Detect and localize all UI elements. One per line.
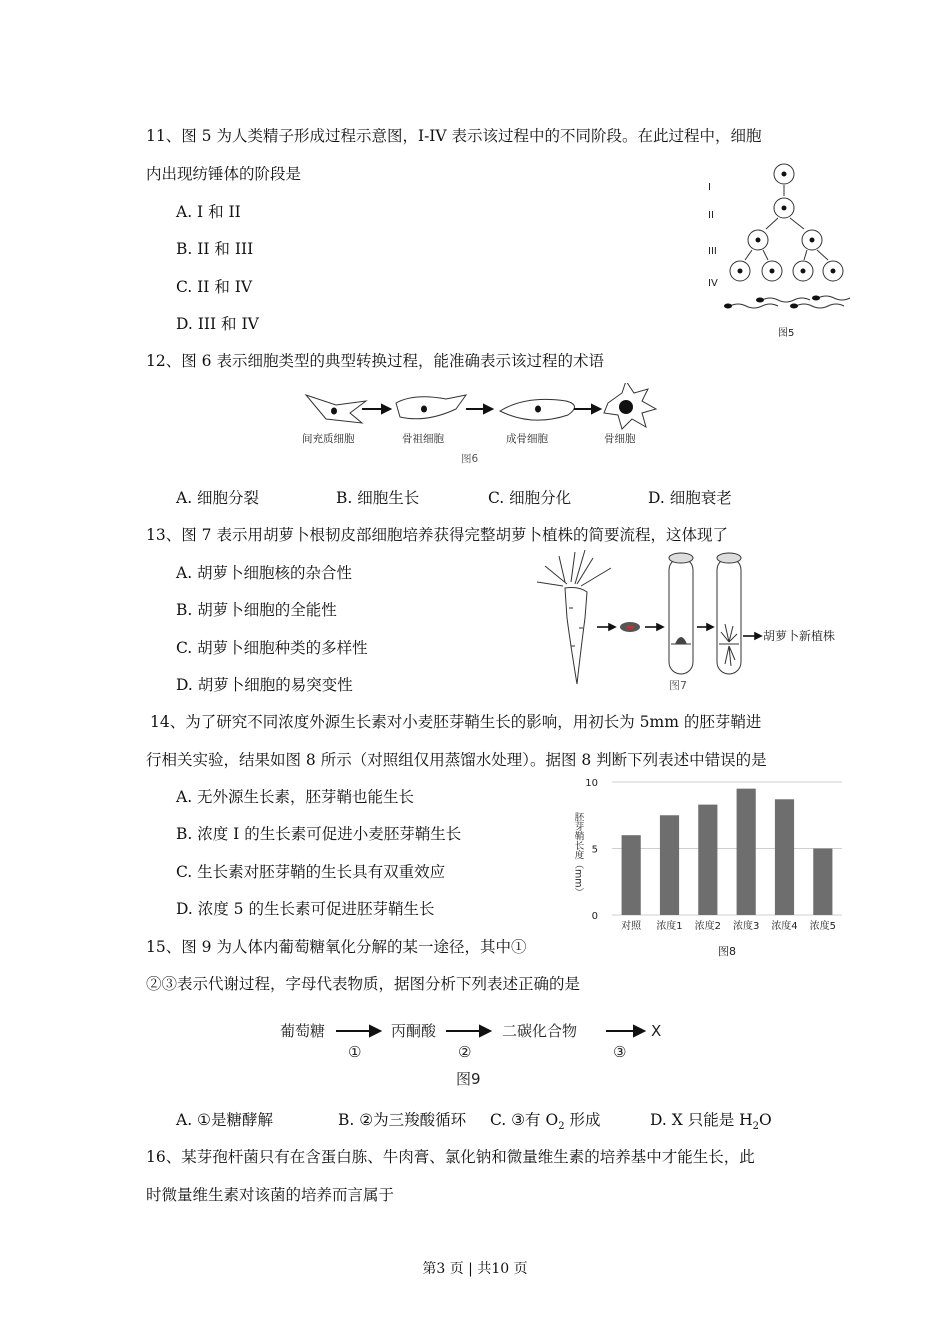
- figure-5-spermatogenesis: [700, 158, 860, 344]
- cell-label-osteoprogenitor: 骨祖细胞: [402, 433, 444, 445]
- node-pyruvate: 丙酮酸: [391, 1022, 437, 1040]
- figure-8-bar-chart: [568, 772, 850, 962]
- stage-label-3: III: [708, 246, 717, 257]
- q11-option-b: B. II 和 III: [176, 240, 254, 258]
- new-plant-label: 胡萝卜新植株: [763, 629, 836, 643]
- cell-label-mesenchymal: 间充质细胞: [302, 433, 355, 445]
- step-1: ①: [348, 1043, 362, 1061]
- q13-option-d: D. 胡萝卜细胞的易突变性: [176, 676, 353, 694]
- q12-option-a: A. 细胞分裂: [176, 489, 260, 507]
- chart-x-tick-label: 浓度4: [771, 921, 798, 932]
- chart-x-tick-label: 浓度5: [809, 921, 837, 932]
- chart-x-tick-label: 对照: [621, 921, 642, 932]
- q12-stem-line1: 12、图 6 表示细胞类型的典型转换过程，能准确表示该过程的术语: [146, 352, 604, 370]
- chart-x-tick-label: 浓度3: [732, 921, 760, 932]
- q15-option-b: B. ②为三羧酸循环: [338, 1111, 467, 1129]
- cell-label-osteoblast: 成骨细胞: [506, 433, 548, 445]
- q15-option-c: C. ③有 $O_2$ 形成: [490, 1111, 601, 1133]
- q14-stem-line2: 行相关实验，结果如图 8 所示（对照组仅用蒸馏水处理）。据图 8 判断下列表述中错误的是: [146, 751, 767, 769]
- chart-bar: [775, 799, 794, 915]
- chart-bar: [813, 849, 832, 916]
- chart-x-tick-label: 浓度2: [694, 921, 722, 932]
- stage-label-2: II: [708, 210, 714, 221]
- chart-y-axis-label: 胚芽鞘长度（mm）: [572, 812, 584, 898]
- q16-stem-line1: 16、某芽孢杆菌只有在含蛋白胨、牛肉膏、氯化钠和微量维生素的培养基中才能生长，此: [146, 1148, 755, 1166]
- q14-option-a: A. 无外源生长素，胚芽鞘也能生长: [176, 788, 415, 806]
- node-x: X: [651, 1022, 662, 1040]
- q16-stem-line2: 时微量维生素对该菌的培养而言属于: [146, 1186, 395, 1204]
- figure-7-caption: 图7: [669, 679, 687, 692]
- stage-label-1: I: [708, 182, 711, 193]
- q14-stem-line1: 14、为了研究不同浓度外源生长素对小麦胚芽鞘生长的影响，用初长为 5mm 的胚芽鞘进: [150, 713, 762, 731]
- chart-bar: [698, 805, 717, 915]
- chart-bar: [737, 789, 756, 915]
- chart-bar: [622, 835, 641, 915]
- cell-label-osteocyte: 骨细胞: [604, 433, 636, 445]
- chart-bar: [660, 815, 679, 915]
- q12-option-c: C. 细胞分化: [488, 489, 572, 507]
- figure-5-caption: 图5: [778, 328, 795, 339]
- chart-y-tick-label: 10: [585, 778, 598, 789]
- q15-option-d: D. X 只能是 $H_2O$: [650, 1111, 772, 1133]
- q14-option-d: D. 浓度 5 的生长素可促进胚芽鞘生长: [176, 900, 435, 918]
- q11-option-a: A. I 和 II: [176, 203, 241, 221]
- q11-stem-line2: 内出现纺锤体的阶段是: [146, 165, 302, 183]
- step-3: ③: [613, 1043, 627, 1061]
- node-glucose: 葡萄糖: [280, 1022, 326, 1040]
- figure-7-carrot-culture: [535, 548, 850, 694]
- q12-option-b: B. 细胞生长: [336, 489, 420, 507]
- stage-label-4: IV: [708, 278, 718, 289]
- q11-option-c: C. II 和 IV: [176, 278, 253, 296]
- q13-option-a: A. 胡萝卜细胞核的杂合性: [176, 564, 353, 582]
- figure-6-cell-transition: [296, 383, 666, 471]
- q13-stem-line1: 13、图 7 表示用胡萝卜根韧皮部细胞培养获得完整胡萝卜植株的简要流程，这体现了: [146, 526, 728, 544]
- page-footer: 第3 页 | 共10 页: [422, 1261, 528, 1277]
- figure-6-caption: 图6: [461, 453, 479, 465]
- chart-x-tick-label: 浓度1: [656, 921, 683, 932]
- q12-option-d: D. 细胞衰老: [648, 489, 732, 507]
- q11-stem-line1: 11、图 5 为人类精子形成过程示意图，I-IV 表示该过程中的不同阶段。在此过程中，细胞: [146, 127, 762, 145]
- figure-8-caption: 图8: [718, 945, 736, 958]
- q13-option-c: C. 胡萝卜细胞种类的多样性: [176, 639, 368, 657]
- chart-y-tick-label: 5: [591, 844, 598, 856]
- node-two-carbon: 二碳化合物: [502, 1022, 578, 1040]
- q13-option-b: B. 胡萝卜细胞的全能性: [176, 601, 337, 619]
- figure-9-caption: 图9: [456, 1070, 481, 1088]
- q14-option-c: C. 生长素对胚芽鞘的生长具有双重效应: [176, 863, 446, 881]
- q11-option-d: D. III 和 IV: [176, 315, 259, 333]
- q15-option-a: A. ①是糖酵解: [176, 1111, 273, 1129]
- q15-stem-line1: 15、图 9 为人体内葡萄糖氧化分解的某一途径，其中①: [146, 938, 527, 956]
- q14-option-b: B. 浓度 I 的生长素可促进小麦胚芽鞘生长: [176, 825, 462, 843]
- q15-stem-line2: ②③表示代谢过程，字母代表物质，据图分析下列表述正确的是: [146, 975, 581, 993]
- step-2: ②: [458, 1043, 472, 1061]
- chart-y-tick-label: 0: [591, 911, 598, 922]
- figure-9-glucose-pathway: [276, 1012, 676, 1092]
